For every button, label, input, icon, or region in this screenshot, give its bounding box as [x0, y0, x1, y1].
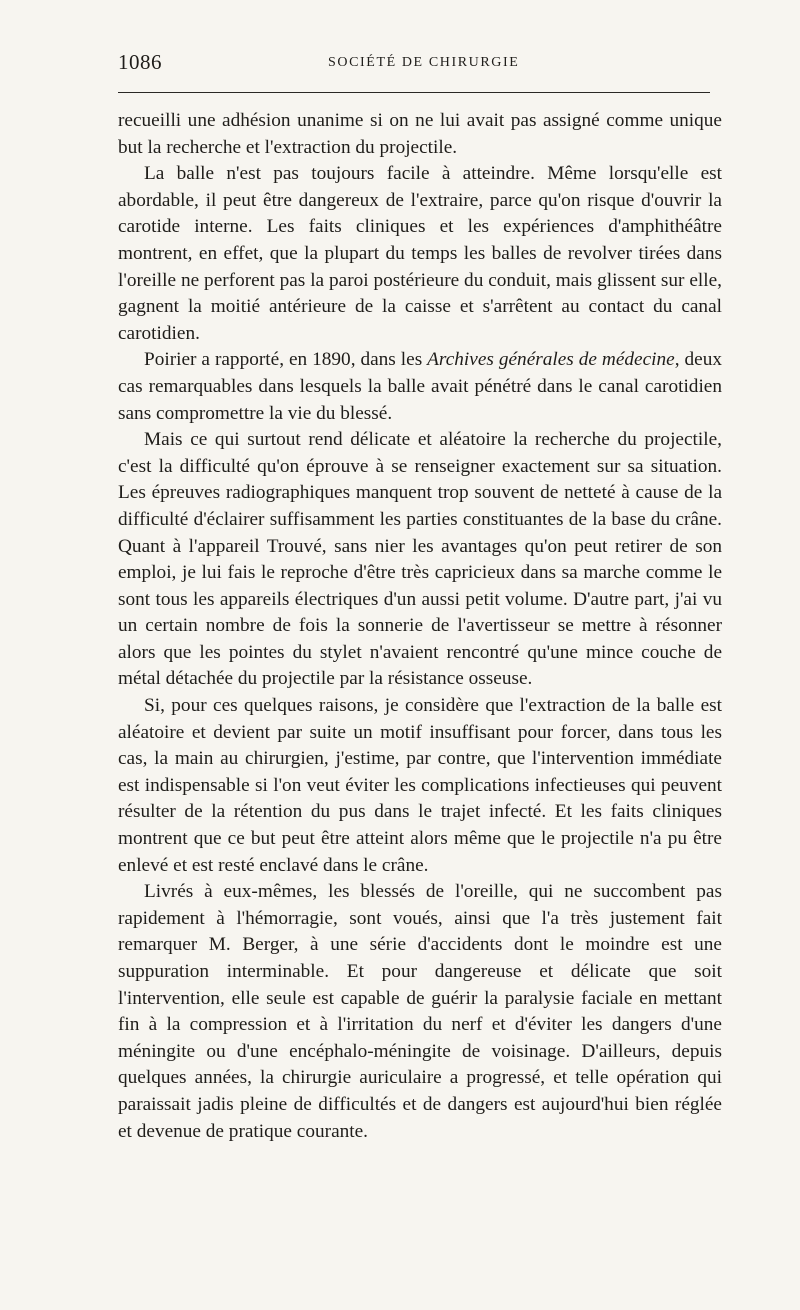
paragraph: La balle n'est pas toujours facile à atteindre. Même lorsqu'elle est abordable, il peut être dangereux de l'extraire, parce qu'on risque d'ouvrir la carotide interne. Les faits cliniques et les expériences d'amphithéâtre montrent, en effet, que la plupart du temps les balles de revolver tirées dans l'oreille ne perforent pas la paroi postérieure du conduit, mais glissent sur elle, gagnent la moitié antérieure de la caisse et s'arrêtent au contact du canal carotidien. — [118, 163, 722, 344]
paragraph: Si, pour ces quelques raisons, je considère que l'extraction de la balle est aléatoire et devient par suite un motif insuffisant pour forcer, dans tous les cas, la main au chirurgien, j'estime, par contre, que l'intervention immédiate est indispensable si l'on veut éviter les complications infectieuses qui peuvent résulter de la rétention du pus dans le trajet infecté. Et les faits cliniques montrent que ce but peut être atteint alors même que le projectile n'a pu être enlevé et est resté enclavé dans le crâne. — [118, 695, 722, 876]
paragraph: Mais ce qui surtout rend délicate et aléatoire la recherche du projectile, c'est la difficulté qu'on éprouve à se renseigner exactement sur sa situation. Les épreuves radiographiques manquent trop souvent de netteté à cause de la difficulté d'éclairer suffisamment les parties constituantes de la base du crâne. Quant à l'appareil Trouvé, sans nier les avantages qu'on peut retirer de son emploi, je lui fais le reproche d'être très capricieux dans sa marche comme le sont tous les appareils électriques d'un aussi petit volume. D'autre part, j'ai vu un certain nombre de fois la sonnerie de l'avertisseur se mettre à résonner alors que les pointes du stylet n'avaient rencontré qu'une mince couche de métal détachée du projectile par la résistance osseuse. — [118, 429, 722, 690]
paragraph — [118, 347, 722, 427]
page-header — [118, 50, 718, 76]
running-head: SOCIÉTÉ DE CHIRURGIE — [328, 55, 520, 70]
header-rule — [118, 92, 710, 93]
body-text — [118, 108, 722, 1145]
paragraph-text: , deux cas remarquables dans lesquels la balle avait pénétré dans le canal carotidien sans compromettre la vie du blessé. — [118, 349, 722, 424]
paragraph: Livrés à eux-mêmes, les blessés de l'oreille, qui ne succombent pas rapidement à l'hémorragie, sont voués, ainsi que l'a très justement fait remarquer M. Berger, à une série d'accidents dont le moindre est une suppuration interminable. Et pour dangereuse et délicate que soit l'intervention, elle seule est capable de guérir la paralysie faciale en mettant fin à la compression et à l'irritation du nerf et d'éviter les dangers d'une méningite ou d'une encéphalo-méningite de voisinage. D'ailleurs, depuis quelques années, la chirurgie auriculaire a progressé, et telle opération qui paraissait jadis pleine de difficultés et de dangers est aujourd'hui bien réglée et devenue de pratique courante. — [118, 881, 722, 1142]
paragraph: recueilli une adhésion unanime si on ne lui avait pas assigné comme unique but la recherche et l'extraction du projectile. — [118, 110, 722, 158]
paragraph-text: Poirier a rapporté, en 1890, dans les — [144, 349, 428, 371]
journal-title: Archives générales de médecine — [427, 349, 675, 371]
page-number: 1086 — [118, 50, 162, 74]
